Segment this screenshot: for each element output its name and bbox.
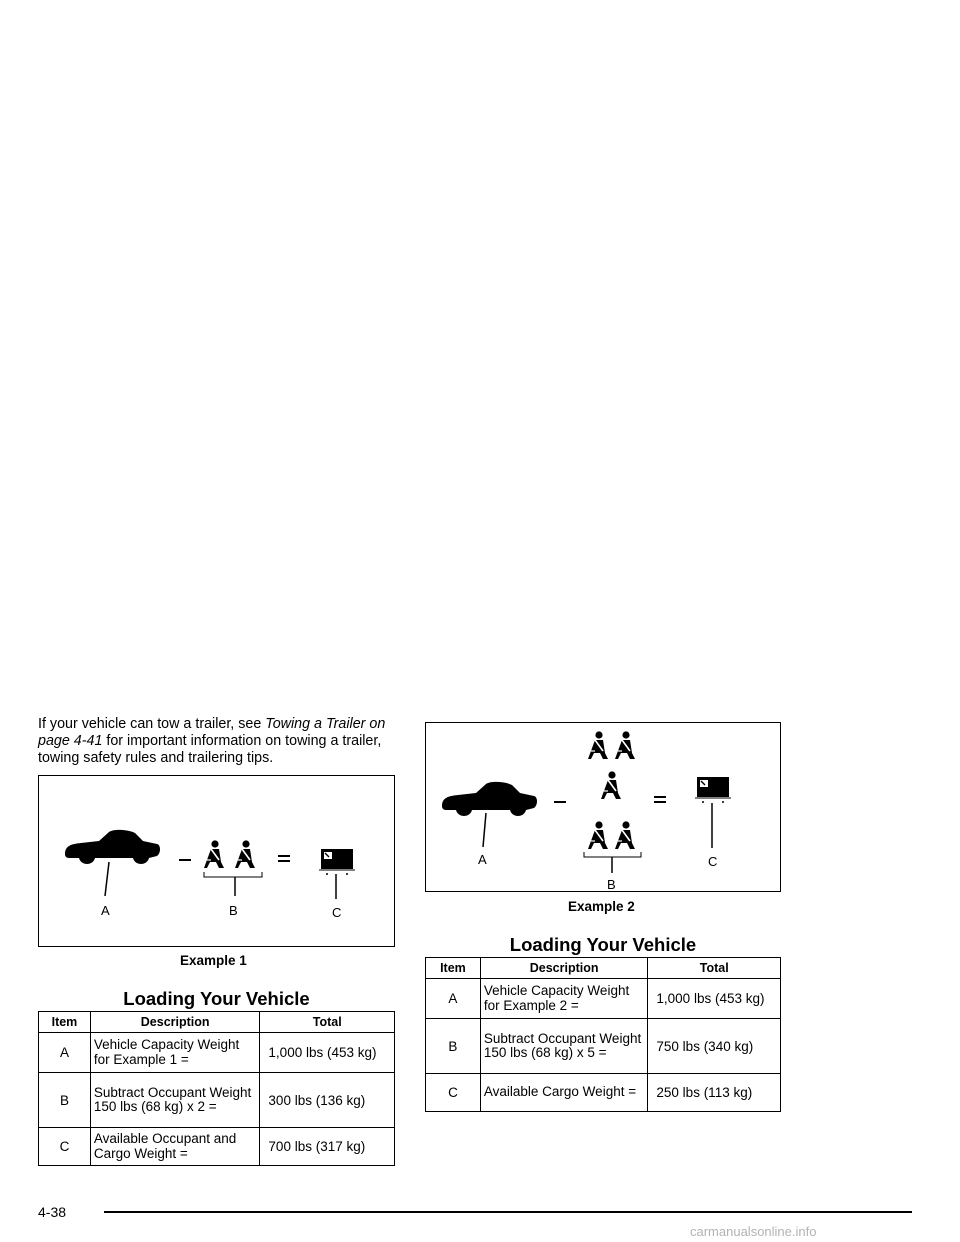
row-description: Subtract Occupant Weight 150 lbs (68 kg) x 2 =	[90, 1073, 260, 1128]
label-b: B	[607, 877, 616, 892]
example-1-table	[38, 1011, 395, 1166]
watermark: carmanualsonline.info	[690, 1224, 817, 1239]
example-2-illustration	[425, 722, 781, 892]
example-1-caption: Example 1	[180, 953, 247, 968]
label-c: C	[708, 854, 718, 869]
label-a: A	[478, 852, 487, 867]
header-total: Total	[260, 1012, 395, 1033]
label-b: B	[229, 903, 238, 918]
row-description: Available Occupant and Cargo Weight =	[90, 1128, 260, 1166]
row-item: C	[426, 1074, 481, 1112]
row-item: A	[426, 979, 481, 1019]
occupant-icon	[235, 840, 255, 868]
intro-text: If your vehicle can tow a trailer, see	[38, 716, 266, 732]
header-item: Item	[39, 1012, 91, 1033]
row-item: C	[39, 1128, 91, 1166]
row-total: 300 lbs (136 kg)	[260, 1073, 395, 1128]
table-row	[39, 1128, 395, 1166]
car-icon	[442, 782, 537, 816]
table-header-row	[426, 958, 781, 979]
intro-paragraph	[38, 716, 398, 767]
page-number: 4-38	[38, 1204, 67, 1220]
example-1-table-title: Loading Your Vehicle	[123, 988, 310, 1009]
table-row	[426, 979, 781, 1019]
table-header-row	[39, 1012, 395, 1033]
cargo-icon	[319, 849, 355, 875]
occupant-icon	[204, 840, 224, 868]
car-icon	[65, 830, 160, 864]
footer-rule	[104, 1211, 912, 1213]
row-total: 1,000 lbs (453 kg)	[648, 979, 781, 1019]
row-item: B	[426, 1019, 481, 1074]
example-1-illustration	[38, 775, 395, 947]
occupant-icon	[615, 731, 635, 759]
example-2-caption: Example 2	[568, 899, 635, 914]
row-description: Available Cargo Weight =	[480, 1074, 648, 1112]
row-item: A	[39, 1033, 91, 1073]
occupant-icon	[588, 821, 608, 849]
header-total: Total	[648, 958, 781, 979]
occupant-icon	[601, 771, 621, 799]
table-row	[39, 1073, 395, 1128]
table-row	[426, 1074, 781, 1112]
header-item: Item	[426, 958, 481, 979]
occupant-icon	[588, 731, 608, 759]
label-c: C	[332, 905, 342, 920]
cargo-icon	[695, 777, 731, 803]
row-item: B	[39, 1073, 91, 1128]
row-description: Subtract Occupant Weight 150 lbs (68 kg) x 5 =	[480, 1019, 648, 1074]
example-2-table-title: Loading Your Vehicle	[509, 934, 697, 955]
intro-text-after: for important information on towing a trailer, towing safety rules and trailering tips.	[38, 733, 382, 766]
towing-link[interactable]: Towing a Trailer on page 4-41	[38, 716, 386, 749]
row-total: 250 lbs (113 kg)	[648, 1074, 781, 1112]
table-row	[39, 1033, 395, 1073]
row-description: Vehicle Capacity Weight for Example 2 =	[480, 979, 648, 1019]
row-total: 700 lbs (317 kg)	[260, 1128, 395, 1166]
table-row	[426, 1019, 781, 1074]
header-description: Description	[90, 1012, 260, 1033]
header-description: Description	[480, 958, 648, 979]
row-description: Vehicle Capacity Weight for Example 1 =	[90, 1033, 260, 1073]
occupant-icon	[615, 821, 635, 849]
label-a: A	[101, 903, 110, 918]
row-total: 1,000 lbs (453 kg)	[260, 1033, 395, 1073]
example-2-table	[425, 957, 781, 1112]
row-total: 750 lbs (340 kg)	[648, 1019, 781, 1074]
